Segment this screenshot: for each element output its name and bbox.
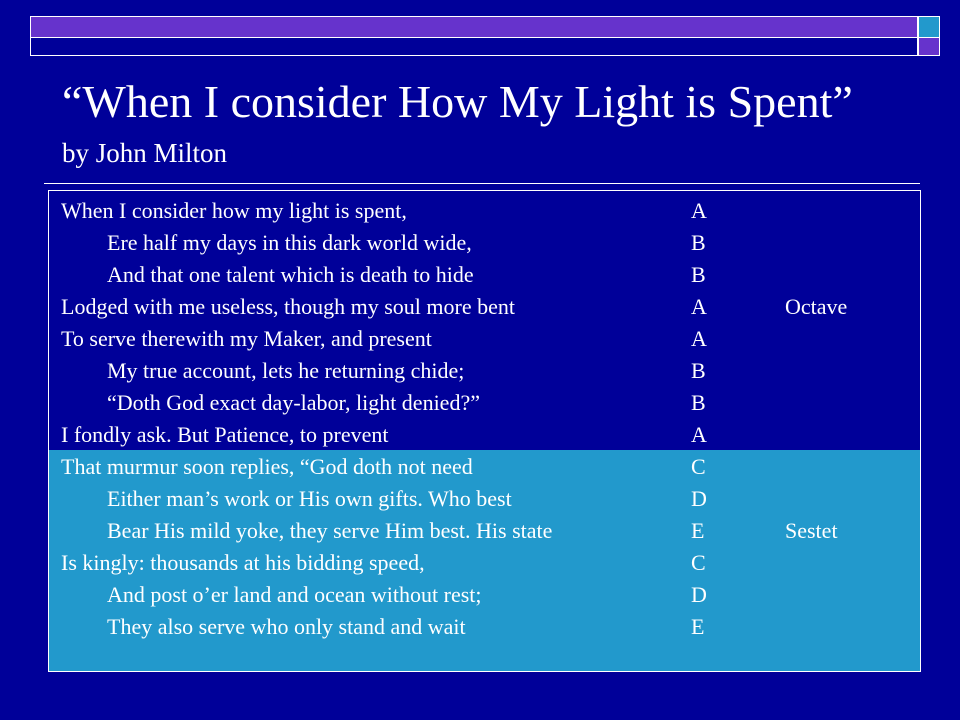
verse-text: Ere half my days in this dark world wide, — [107, 230, 472, 255]
rhyme-letter: B — [691, 358, 706, 383]
poem-line — [49, 227, 920, 259]
decorative-bar-bottom — [30, 38, 918, 56]
title-divider — [44, 183, 920, 184]
rhyme-letter: D — [691, 582, 707, 607]
slide-title: “When I consider How My Light is Spent” — [62, 76, 853, 127]
poem-line — [49, 451, 920, 483]
poem-line — [49, 547, 920, 579]
verse-text: That murmur soon replies, “God doth not need — [61, 454, 473, 479]
verse-text: To serve therewith my Maker, and present — [61, 326, 432, 351]
verse-text: Is kingly: thousands at his bidding speed, — [61, 550, 425, 575]
rhyme-letter: A — [691, 326, 707, 351]
slide-subtitle: by John Milton — [62, 138, 228, 168]
section-label-octave: Octave — [785, 294, 848, 319]
verse-text: Bear His mild yoke, they serve Him best. His state — [107, 518, 553, 543]
decorative-square-bottom — [918, 38, 940, 56]
poem-line — [49, 195, 920, 227]
rhyme-letter: B — [691, 390, 706, 415]
verse-text: “Doth God exact day-labor, light denied?” — [107, 390, 480, 415]
poem-line — [49, 323, 920, 355]
rhyme-letter: C — [691, 550, 706, 575]
rhyme-letter: A — [691, 294, 707, 319]
poem-line — [49, 291, 920, 323]
verse-text: My true account, lets he returning chide; — [107, 358, 465, 383]
decorative-square-top — [918, 16, 940, 38]
section-label-sestet: Sestet — [785, 518, 838, 543]
verse-text: And that one talent which is death to hide — [107, 262, 474, 287]
rhyme-letter: D — [691, 486, 707, 511]
poem-line — [49, 515, 920, 547]
verse-text: They also serve who only stand and wait — [107, 614, 466, 639]
rhyme-letter: B — [691, 230, 706, 255]
rhyme-letter: B — [691, 262, 706, 287]
verse-text: And post o’er land and ocean without rest; — [107, 582, 482, 607]
rhyme-letter: A — [691, 422, 707, 447]
verse-text: I fondly ask. But Patience, to prevent — [61, 422, 389, 447]
rhyme-letter: C — [691, 454, 706, 479]
poem-line — [49, 579, 920, 611]
rhyme-letter: A — [691, 198, 707, 223]
rhyme-letter: E — [691, 518, 705, 543]
decorative-bar-top — [30, 16, 918, 38]
verse-text: Lodged with me useless, though my soul more bent — [61, 294, 515, 319]
verse-text: When I consider how my light is spent, — [61, 198, 407, 223]
poem-line — [49, 419, 920, 451]
rhyme-letter: E — [691, 614, 705, 639]
poem-line — [49, 611, 920, 643]
poem-line — [49, 387, 920, 419]
poem-line — [49, 483, 920, 515]
verse-text: Either man’s work or His own gifts. Who best — [107, 486, 512, 511]
poem-line — [49, 355, 920, 387]
poem-line — [49, 259, 920, 291]
poem-panel — [48, 190, 921, 672]
